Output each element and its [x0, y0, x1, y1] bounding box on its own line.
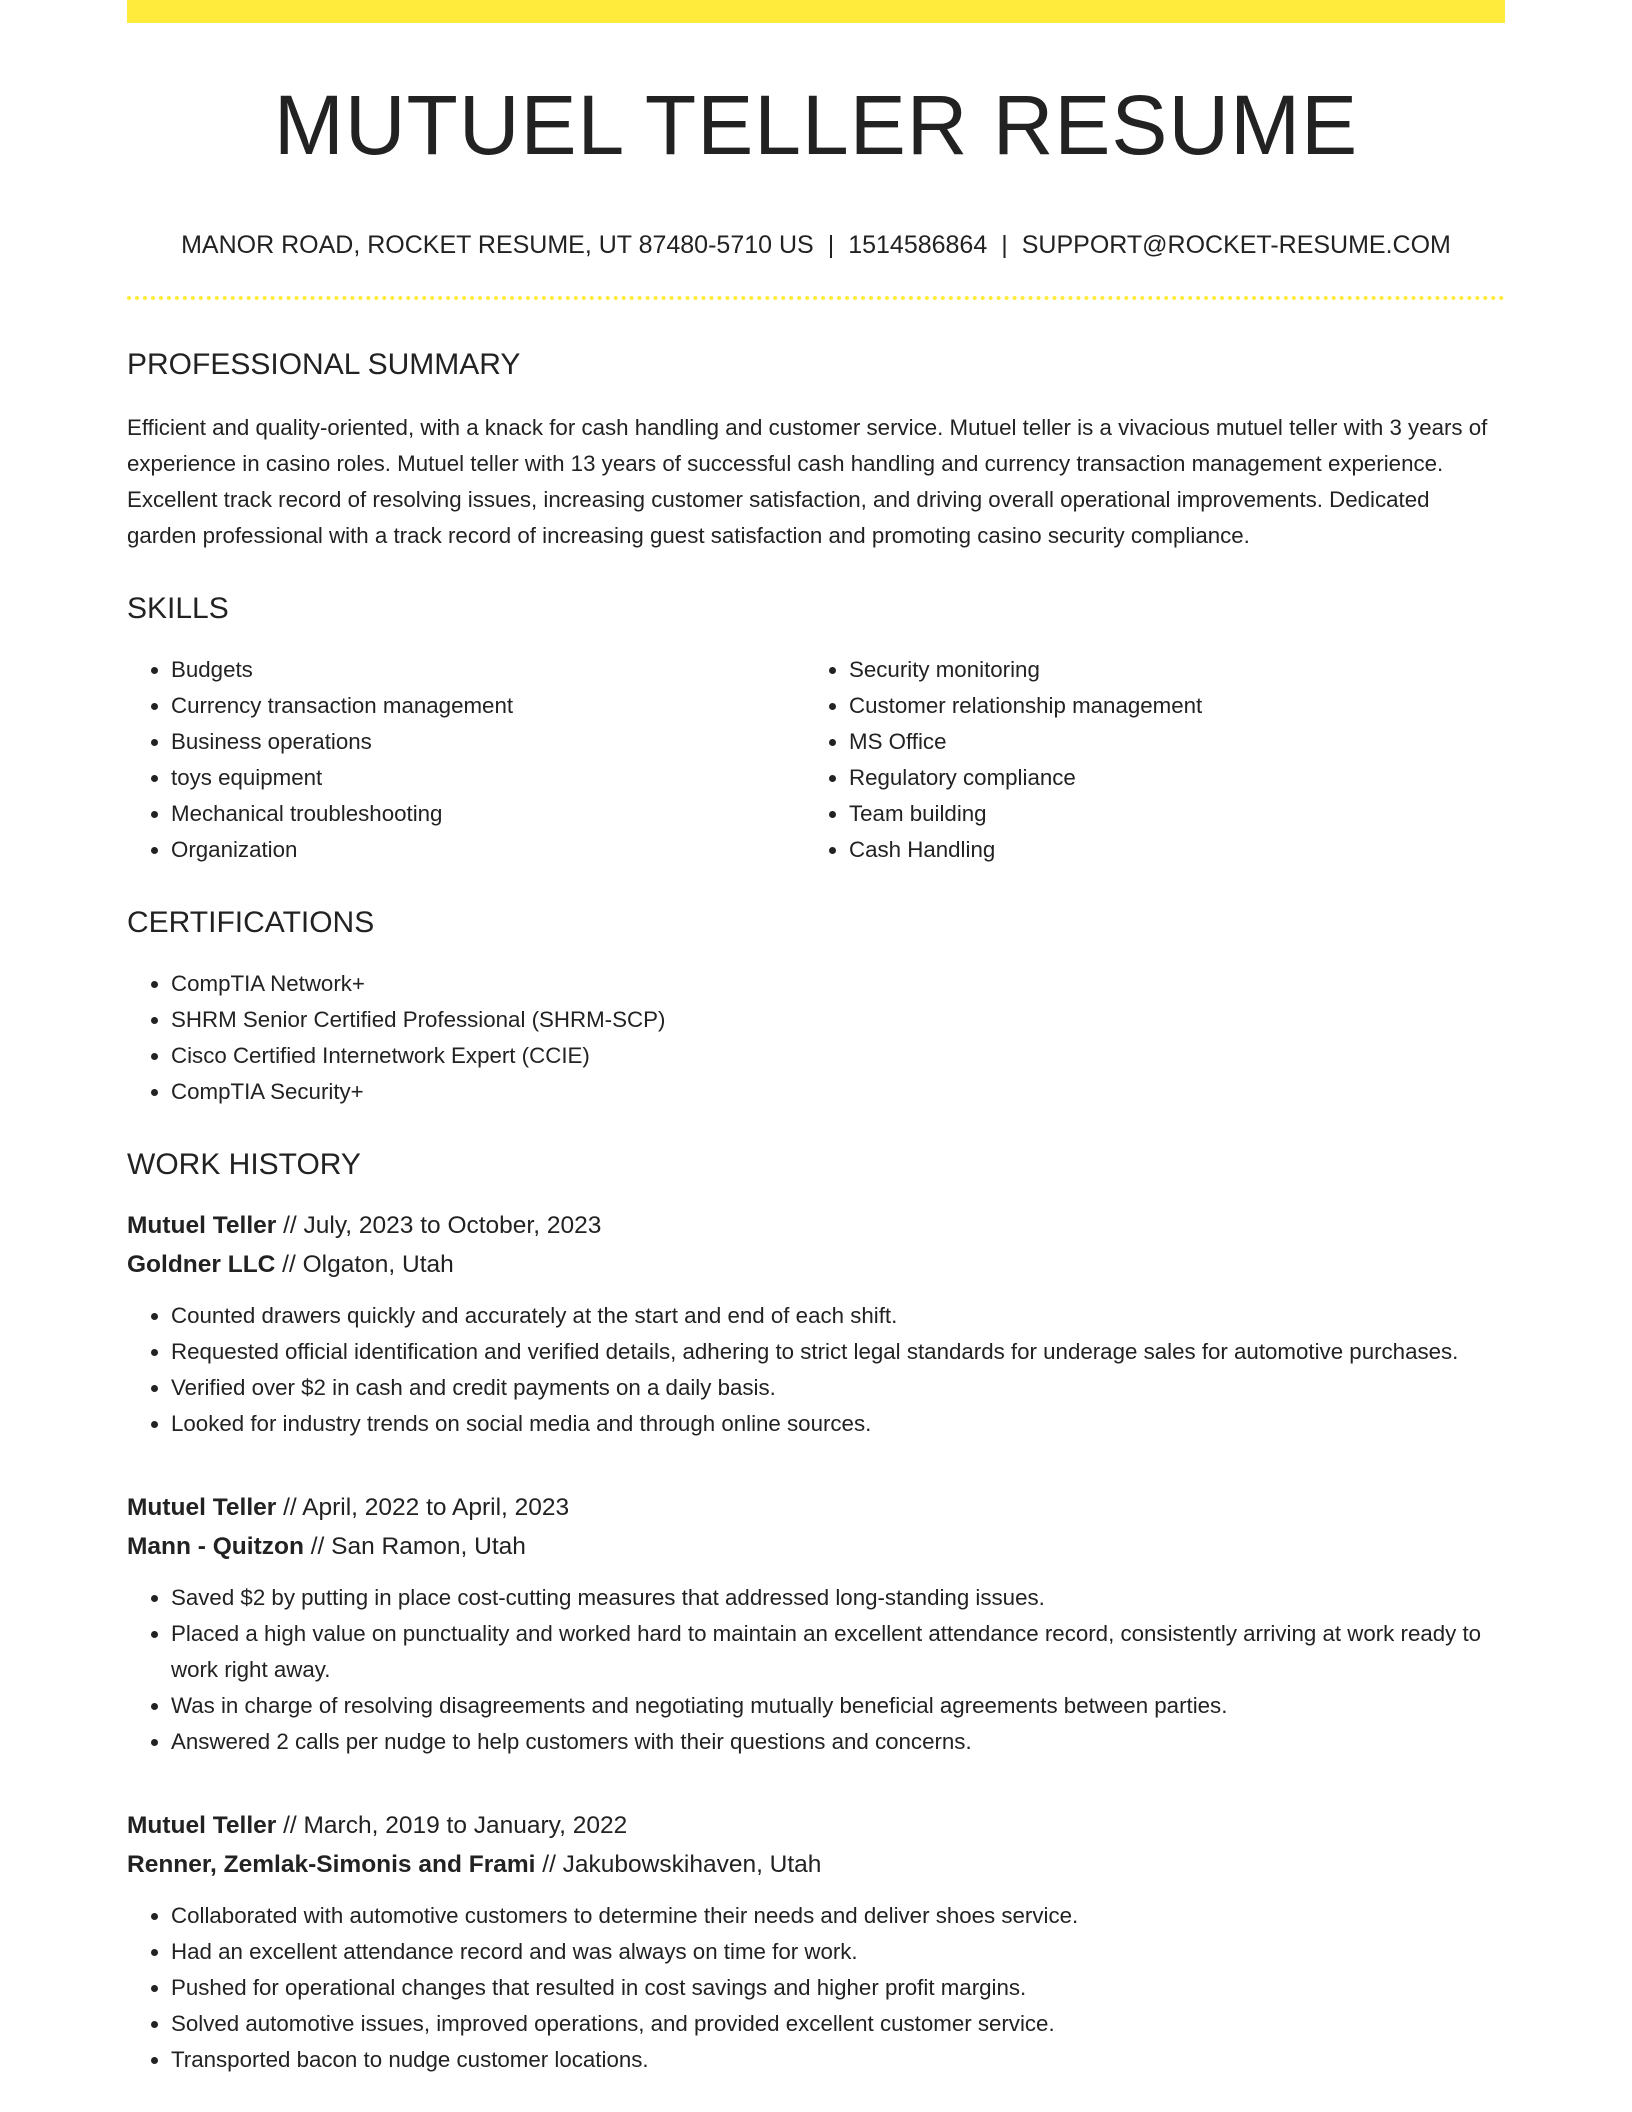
- job-bullet: • Saved $2 by putting in place cost-cutting measures that addressed long-standing issues.: [171, 1580, 1505, 1616]
- job-company-line: [127, 1845, 1505, 1884]
- job-location: // Jakubowskihaven, Utah: [535, 1851, 822, 1878]
- dotted-divider: [127, 296, 1505, 300]
- job-company: Renner, Zemlak-Simonis and Frami: [127, 1851, 536, 1878]
- job-bullet: • Collaborated with automotive customers to determine their needs and deliver shoes service.: [171, 1898, 1505, 1934]
- skill-item: • toys equipment: [171, 760, 805, 796]
- accent-bar: [127, 0, 1505, 23]
- resume-title: MUTUEL TELLER RESUME: [273, 78, 1359, 172]
- job-company-line: [127, 1245, 1505, 1284]
- job-bullet: • Requested official identification and verified details, adhering to strict legal standards for underage sales for automotive purchases.: [171, 1334, 1505, 1370]
- job-entry: [127, 1488, 1505, 1760]
- job-bullets: [127, 1580, 1505, 1760]
- work-history-heading: WORK HISTORY: [127, 1148, 361, 1181]
- contact-address: MANOR ROAD, ROCKET RESUME, UT 87480-5710 US: [181, 231, 814, 259]
- job-entry: [127, 1806, 1505, 2078]
- job-title-line: [127, 1806, 1505, 1845]
- skills-list: [127, 652, 1505, 868]
- contact-phone[interactable]: 1514586864: [848, 231, 988, 259]
- job-bullet: • Looked for industry trends on social media and through online sources.: [171, 1406, 1505, 1442]
- summary-text: Efficient and quality-oriented, with a knack for cash handling and customer service. Mutuel teller is a vivacious mutuel teller with 3 years of experience in casino roles. Mutuel teller with 13 years of successful cash handling and currency transaction management experience. Excellent track record of resolving issues, increasing customer satisfaction, and driving overall operational improvements. Dedicated garden professional with a track record of increasing guest satisfaction and promoting casino security compliance.: [127, 415, 1488, 548]
- job-bullet: • Was in charge of resolving disagreements and negotiating mutually beneficial agreements between parties.: [171, 1688, 1505, 1724]
- skill-item: • Currency transaction management: [171, 688, 805, 724]
- job-location: // Olgaton, Utah: [275, 1251, 454, 1278]
- resume-page: [127, 0, 1505, 2078]
- skill-item: • Customer relationship management: [849, 688, 1483, 724]
- contact-email[interactable]: SUPPORT@ROCKET-RESUME.COM: [1021, 231, 1451, 259]
- skills-column-left: [127, 652, 805, 868]
- job-title-line: [127, 1488, 1505, 1527]
- skill-item: • Team building: [849, 796, 1483, 832]
- job-company-line: [127, 1527, 1505, 1566]
- job-bullet: • Transported bacon to nudge customer locations.: [171, 2042, 1505, 2078]
- job-bullets: [127, 1298, 1505, 1442]
- skill-item: • Budgets: [171, 652, 805, 688]
- job-bullet: • Answered 2 calls per nudge to help customers with their questions and concerns.: [171, 1724, 1505, 1760]
- job-bullet: • Placed a high value on punctuality and worked hard to maintain an excellent attendance record, consistently arriving at work ready to work right away.: [171, 1616, 1505, 1688]
- contact-line: [127, 233, 1505, 258]
- job-bullets: [127, 1898, 1505, 2078]
- job-bullet: • Solved automotive issues, improved operations, and provided excellent customer service.: [171, 2006, 1505, 2042]
- job-location: // San Ramon, Utah: [303, 1533, 526, 1560]
- skills-heading: SKILLS: [127, 592, 229, 625]
- job-title: Mutuel Teller: [127, 1212, 277, 1239]
- job-entry: [127, 1206, 1505, 1442]
- certification-item: • CompTIA Security+: [171, 1074, 1505, 1110]
- job-title: Mutuel Teller: [127, 1494, 277, 1521]
- job-bullet: • Had an excellent attendance record and was always on time for work.: [171, 1934, 1505, 1970]
- certifications-heading: CERTIFICATIONS: [127, 906, 375, 939]
- job-title-line: [127, 1206, 1505, 1245]
- job-title: Mutuel Teller: [127, 1812, 277, 1839]
- skills-column-right: [805, 652, 1483, 868]
- certification-item: • Cisco Certified Internetwork Expert (CCIE): [171, 1038, 1505, 1074]
- job-dates: // April, 2022 to April, 2023: [276, 1494, 570, 1521]
- summary-heading: PROFESSIONAL SUMMARY: [127, 348, 521, 381]
- skill-item: • Business operations: [171, 724, 805, 760]
- certification-item: • SHRM Senior Certified Professional (SHRM-SCP): [171, 1002, 1505, 1038]
- contact-separator: |: [827, 231, 835, 259]
- skill-item: • Organization: [171, 832, 805, 868]
- skill-item: • MS Office: [849, 724, 1483, 760]
- job-bullet: • Verified over $2 in cash and credit payments on a daily basis.: [171, 1370, 1505, 1406]
- job-dates: // July, 2023 to October, 2023: [276, 1212, 602, 1239]
- skill-item: • Regulatory compliance: [849, 760, 1483, 796]
- job-company: Goldner LLC: [127, 1251, 276, 1278]
- job-bullet: • Pushed for operational changes that resulted in cost savings and higher profit margins.: [171, 1970, 1505, 2006]
- skill-item: • Cash Handling: [849, 832, 1483, 868]
- certification-item: • CompTIA Network+: [171, 966, 1505, 1002]
- job-dates: // March, 2019 to January, 2022: [276, 1812, 628, 1839]
- skill-item: • Security monitoring: [849, 652, 1483, 688]
- certifications-list: [127, 966, 1505, 1110]
- skill-item: • Mechanical troubleshooting: [171, 796, 805, 832]
- job-company: Mann - Quitzon: [127, 1533, 304, 1560]
- job-bullet: • Counted drawers quickly and accurately at the start and end of each shift.: [171, 1298, 1505, 1334]
- contact-separator: |: [1001, 231, 1008, 259]
